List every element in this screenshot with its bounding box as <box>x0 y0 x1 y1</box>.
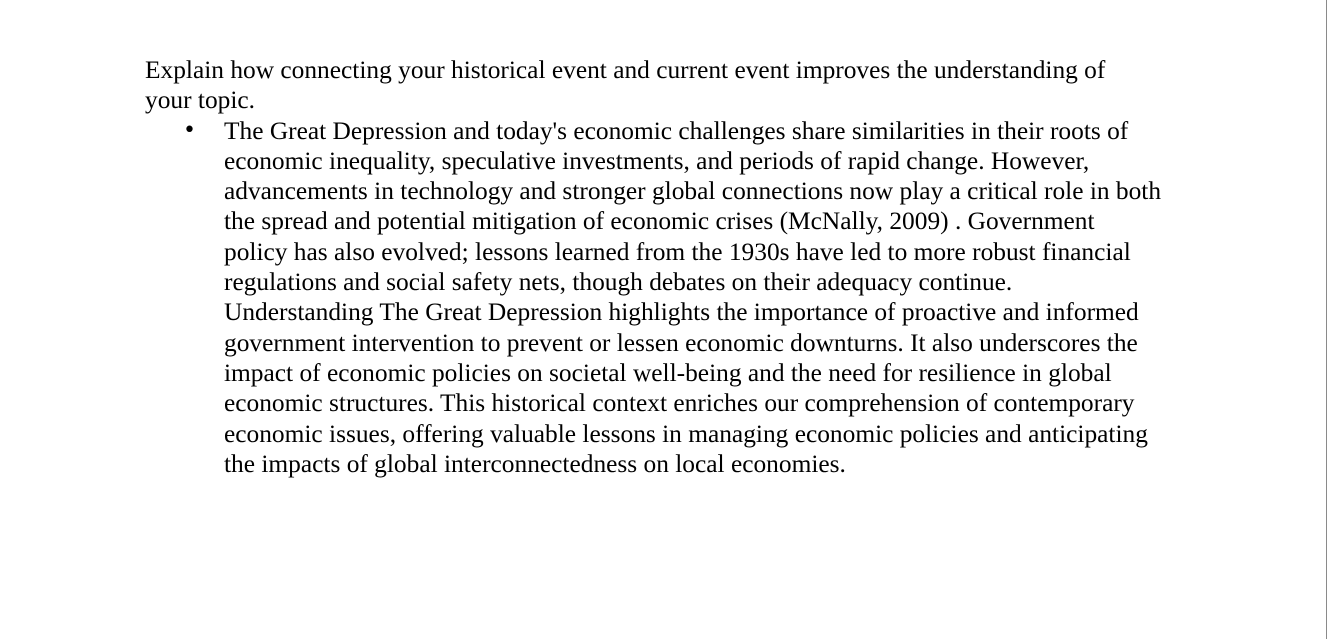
document-body[interactable] <box>145 55 1175 479</box>
bullet-icon: • <box>183 117 196 143</box>
list-item <box>145 116 1164 480</box>
bullet-list <box>145 116 1175 480</box>
prompt-paragraph: Explain how connecting your historical event and current event improves the understanding of your topic. <box>145 56 1106 115</box>
answer-paragraph: The Great Depression and today's economic challenges share similarities in their roots of economic inequality, speculative investments, and periods of rapid change. However, advancements in technology and stronger global connections now play a critical role in both the spread and potential mitigation of economic crises (McNally, 2009) . Government policy has also evolved; lessons learned from the 1930s have led to more robust financial regulations and social safety nets, though debates on their adequacy continue. Understanding The Great Depression highlights the importance of proactive and informed government intervention to prevent or lessen economic downturns. It also underscores the impact of economic policies on societal well-being and the need for resilience in global economic structures. This historical context enriches our comprehension of contemporary economic issues, offering valuable lessons in managing economic policies and anticipating the impacts of global interconnectedness on local economies. <box>224 116 1162 478</box>
page-edge-divider <box>1326 0 1327 639</box>
